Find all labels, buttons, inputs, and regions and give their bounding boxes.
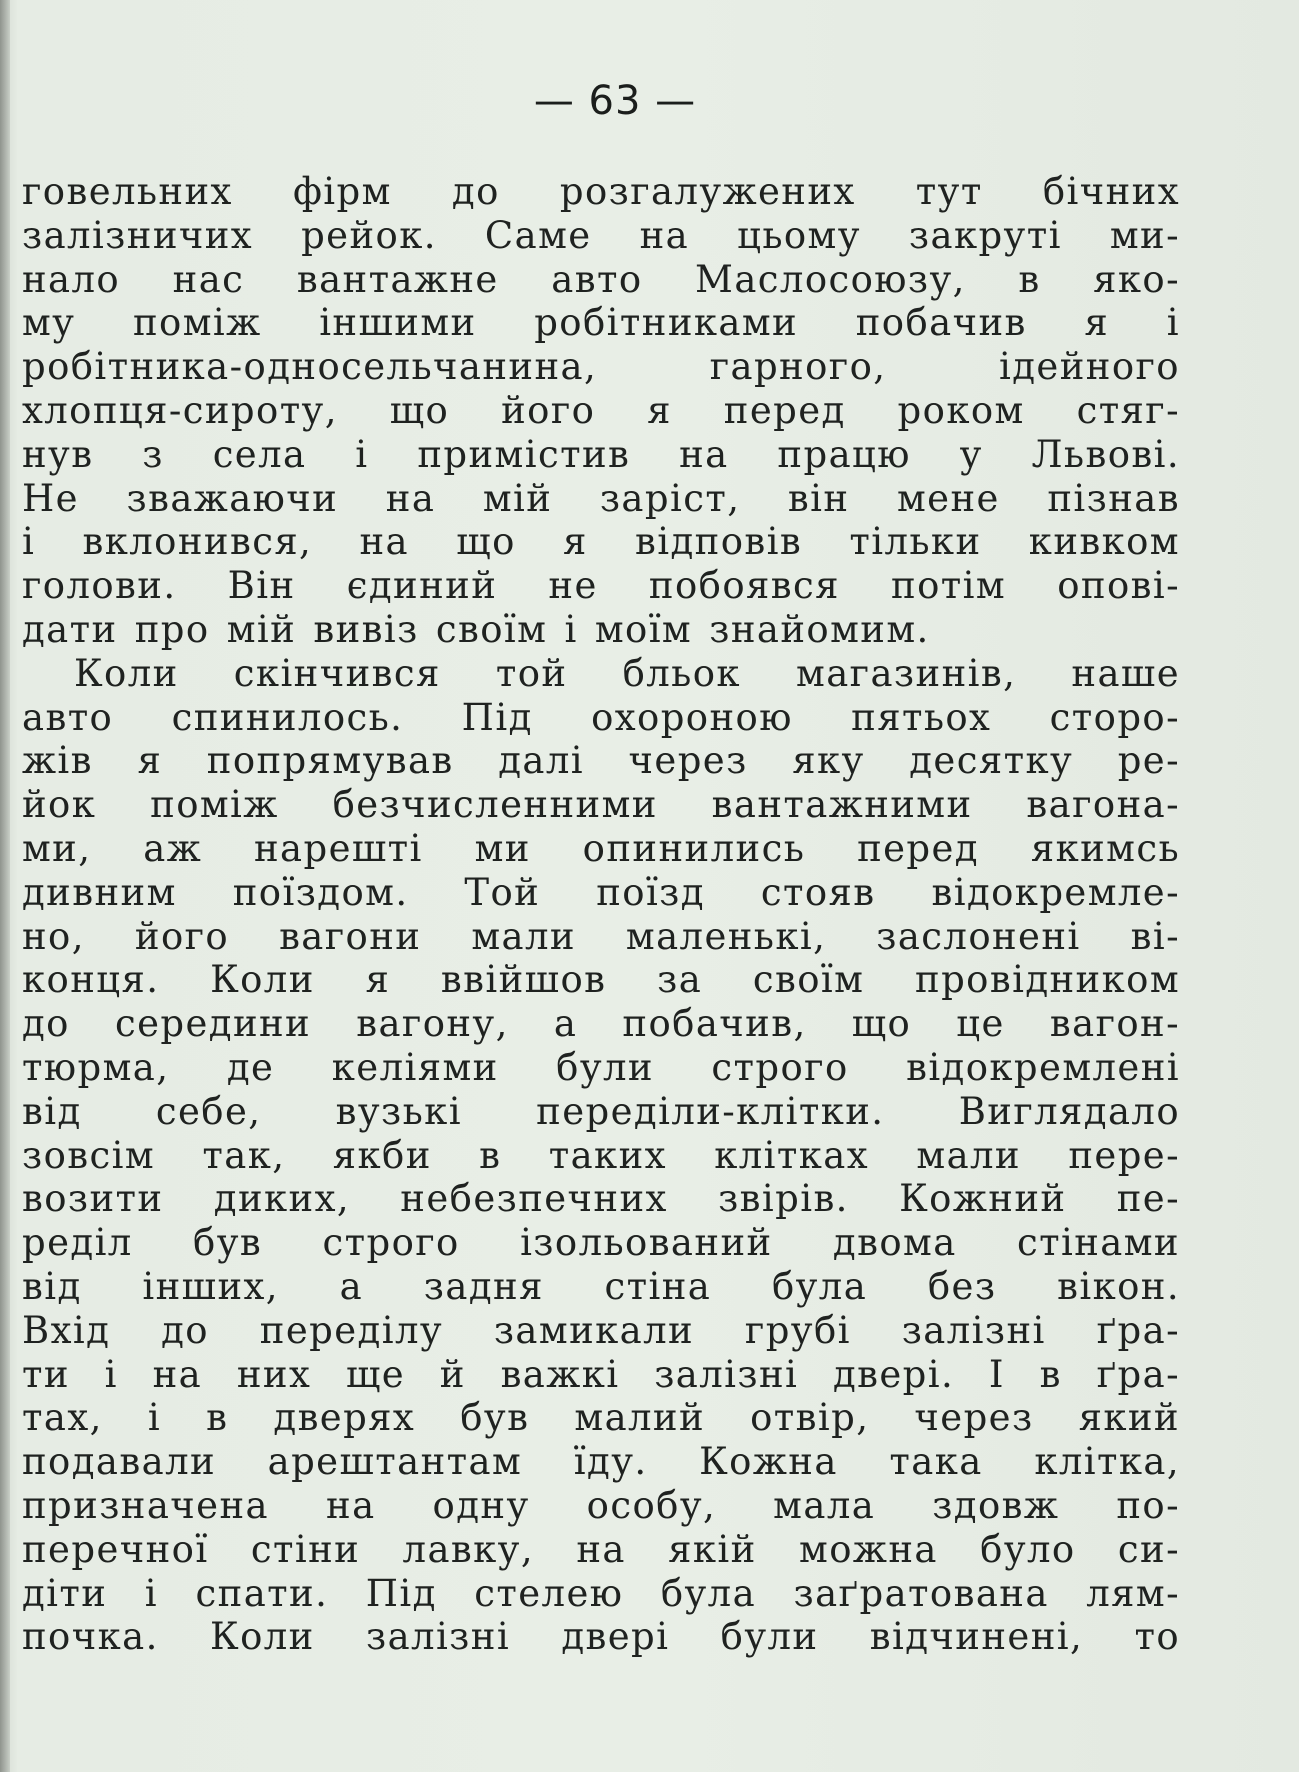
text-line: голови. Він єдиний не побоявся потім опові- xyxy=(22,564,1180,608)
text-line: тюрма, де келіями були строго відокремлені xyxy=(22,1045,1180,1089)
text-line: Вхід до переділу замикали грубі залізні ґра- xyxy=(22,1308,1180,1352)
text-line: му поміж іншими робітниками побачив я і xyxy=(22,301,1180,345)
paragraph-start-line: Коли скінчився той бльок магазинів, наше xyxy=(74,651,1180,695)
text-line: від інших, а задня стіна була без вікон. xyxy=(22,1264,1180,1308)
text-line: нув з села і примістив на працю у Львові. xyxy=(22,432,1180,476)
text-line: йок поміж безчисленними вантажними вагона- xyxy=(22,783,1180,827)
text-line: і вклонився, на що я відповів тільки кивком xyxy=(22,520,1180,564)
page-number: — 63 — xyxy=(533,78,697,124)
text-line: конця. Коли я ввійшов за своїм провідником xyxy=(22,958,1180,1002)
text-line: хлопця-сироту, що його я перед роком стяг- xyxy=(22,388,1180,432)
text-line: реділ був строго ізольований двома стінами xyxy=(22,1221,1180,1265)
text-line: возити диких, небезпечних звірів. Кожний пе- xyxy=(22,1177,1180,1221)
text-line: перечної стіни лавку, на якій можна було си- xyxy=(22,1527,1180,1571)
text-line: дивним поїздом. Той поїзд стояв відокремле- xyxy=(22,870,1180,914)
text-line: залізничих рейок. Саме на цьому закруті ми- xyxy=(22,213,1180,257)
binding-edge xyxy=(0,0,10,1772)
text-line: почка. Коли залізні двері були відчинені, то xyxy=(22,1615,1180,1659)
text-line: до середини вагону, а побачив, що це вагон- xyxy=(22,1002,1180,1046)
text-line: авто спинилось. Під охороною пятьох сторо- xyxy=(22,695,1180,739)
text-line: подавали арештантам їду. Кожна така клітка, xyxy=(22,1440,1180,1484)
text-line: ти і на них ще й важкі залізні двері. І в ґра- xyxy=(22,1352,1180,1396)
text-line: жів я попрямував далі через яку десятку ре- xyxy=(22,739,1180,783)
text-line: діти і спати. Під стелею була заґратована лям- xyxy=(22,1571,1180,1615)
text-line: говельних фірм до розгалужених тут бічних xyxy=(22,170,1180,213)
text-line: від себе, вузькі переділи-клітки. Виглядало xyxy=(22,1089,1180,1133)
text-line: Не зважаючи на мій заріст, він мене пізнав xyxy=(22,476,1180,520)
text-line: тах, і в дверях був малий отвір, через який xyxy=(22,1396,1180,1440)
text-line: робітника-односельчанина, гарного, ідейного xyxy=(22,345,1180,389)
text-line: нало нас вантажне авто Маслосоюзу, в яко- xyxy=(22,257,1180,301)
text-line: дати про мій вивіз своїм і моїм знайомим. xyxy=(22,607,930,651)
text-line: зовсім так, якби в таких клітках мали пере- xyxy=(22,1133,1180,1177)
text-line: призначена на одну особу, мала здовж по- xyxy=(22,1483,1180,1527)
text-line: ми, аж нарешті ми опинились перед якимсь xyxy=(22,826,1180,870)
text-line: но, його вагони мали маленькі, заслонені ві- xyxy=(22,914,1180,958)
body-text xyxy=(22,170,1180,1659)
